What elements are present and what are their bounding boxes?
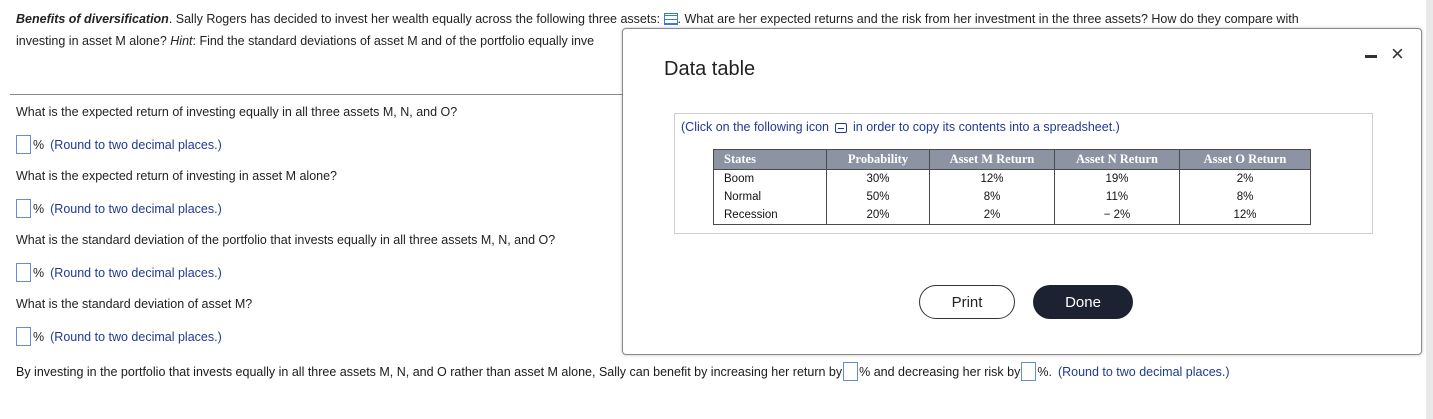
returns-table <box>713 149 1311 225</box>
answer-row-1 <box>16 135 222 154</box>
header-probability: Probability <box>827 150 930 170</box>
hint-label: Hint <box>170 34 193 48</box>
round-note: (Round to two decimal places.) <box>50 329 222 344</box>
cell-state: Normal <box>714 188 827 206</box>
copy-note-start: (Click on the following icon <box>681 120 829 134</box>
answer-row-4 <box>16 327 222 346</box>
final-text-2: % and decreasing her risk by <box>859 364 1021 379</box>
problem-line-2 <box>16 34 594 48</box>
percent-sign: % <box>33 265 45 280</box>
final-question <box>16 362 1230 381</box>
copy-to-spreadsheet-icon[interactable] <box>835 123 847 133</box>
copy-note <box>681 120 1120 134</box>
done-button[interactable]: Done <box>1033 285 1133 319</box>
cell-asset-o: 8% <box>1180 188 1311 206</box>
cell-asset-n: 11% <box>1055 188 1180 206</box>
header-states: States <box>714 150 827 170</box>
answer-input-2[interactable] <box>16 199 31 218</box>
table-row <box>714 188 1311 206</box>
question-1: What is the expected return of investing equally in all three assets M, N, and O? <box>16 105 458 119</box>
print-button[interactable]: Print <box>919 285 1015 319</box>
table-row <box>714 206 1311 225</box>
cell-asset-m: 12% <box>930 170 1055 189</box>
cell-asset-o: 12% <box>1180 206 1311 225</box>
answer-input-1[interactable] <box>16 135 31 154</box>
answer-input-3[interactable] <box>16 263 31 282</box>
header-asset-m: Asset M Return <box>930 150 1055 170</box>
scrollbar-track[interactable] <box>1426 0 1433 419</box>
close-icon[interactable]: × <box>1391 41 1404 66</box>
cell-asset-n: − 2% <box>1055 206 1180 225</box>
data-table-dialog <box>622 28 1422 355</box>
dialog-title: Data table <box>664 58 756 80</box>
answer-row-3 <box>16 263 222 282</box>
round-note: (Round to two decimal places.) <box>50 265 222 280</box>
percent-sign: % <box>33 201 45 216</box>
problem-text: . Sally Rogers has decided to invest her wealth equally across the following three assets: <box>168 12 664 26</box>
round-note: (Round to two decimal places.) <box>50 137 222 152</box>
question-4: What is the standard deviation of asset M? <box>16 297 253 311</box>
cell-asset-m: 2% <box>930 206 1055 225</box>
data-table-panel <box>674 113 1373 234</box>
cell-asset-m: 8% <box>930 188 1055 206</box>
round-note: (Round to two decimal places.) <box>50 201 222 216</box>
final-text-1: By investing in the portfolio that invests equally in all three assets M, N, and O rather than asset M alone, Sally can benefit by increasing her return by <box>16 364 843 379</box>
cell-asset-n: 19% <box>1055 170 1180 189</box>
cell-state: Boom <box>714 170 827 189</box>
return-increase-input[interactable] <box>843 362 858 381</box>
header-asset-o: Asset O Return <box>1180 150 1311 170</box>
question-2: What is the expected return of investing in asset M alone? <box>16 169 338 183</box>
percent-sign: % <box>33 329 45 344</box>
question-3: What is the standard deviation of the portfolio that invests equally in all three assets M, N, and O? <box>16 233 556 247</box>
cell-probability: 50% <box>827 188 930 206</box>
percent-sign: % <box>33 137 45 152</box>
cell-state: Recession <box>714 206 827 225</box>
cell-probability: 20% <box>827 206 930 225</box>
data-table-icon[interactable] <box>664 13 678 25</box>
hint-text: : Find the standard deviations of asset M and of the portfolio equally inve <box>192 34 595 48</box>
minimize-icon[interactable] <box>1365 55 1377 58</box>
divider <box>10 94 624 95</box>
table-header-row <box>714 150 1311 170</box>
problem-text-cont: . What are her expected returns and the risk from her investment in the three assets? How do they compare with <box>677 12 1299 26</box>
answer-input-4[interactable] <box>16 327 31 346</box>
risk-decrease-input[interactable] <box>1021 362 1036 381</box>
problem-line-1 <box>16 12 1299 26</box>
copy-note-end: in order to copy its contents into a spreadsheet.) <box>853 120 1120 134</box>
problem-line2-text: investing in asset M alone? <box>16 34 171 48</box>
table-row <box>714 170 1311 189</box>
cell-probability: 30% <box>827 170 930 189</box>
answer-row-2 <box>16 199 222 218</box>
problem-title: Benefits of diversification <box>16 12 169 26</box>
header-asset-n: Asset N Return <box>1055 150 1180 170</box>
round-note: (Round to two decimal places.) <box>1057 364 1230 379</box>
cell-asset-o: 2% <box>1180 170 1311 189</box>
final-text-3: %. <box>1037 364 1052 379</box>
